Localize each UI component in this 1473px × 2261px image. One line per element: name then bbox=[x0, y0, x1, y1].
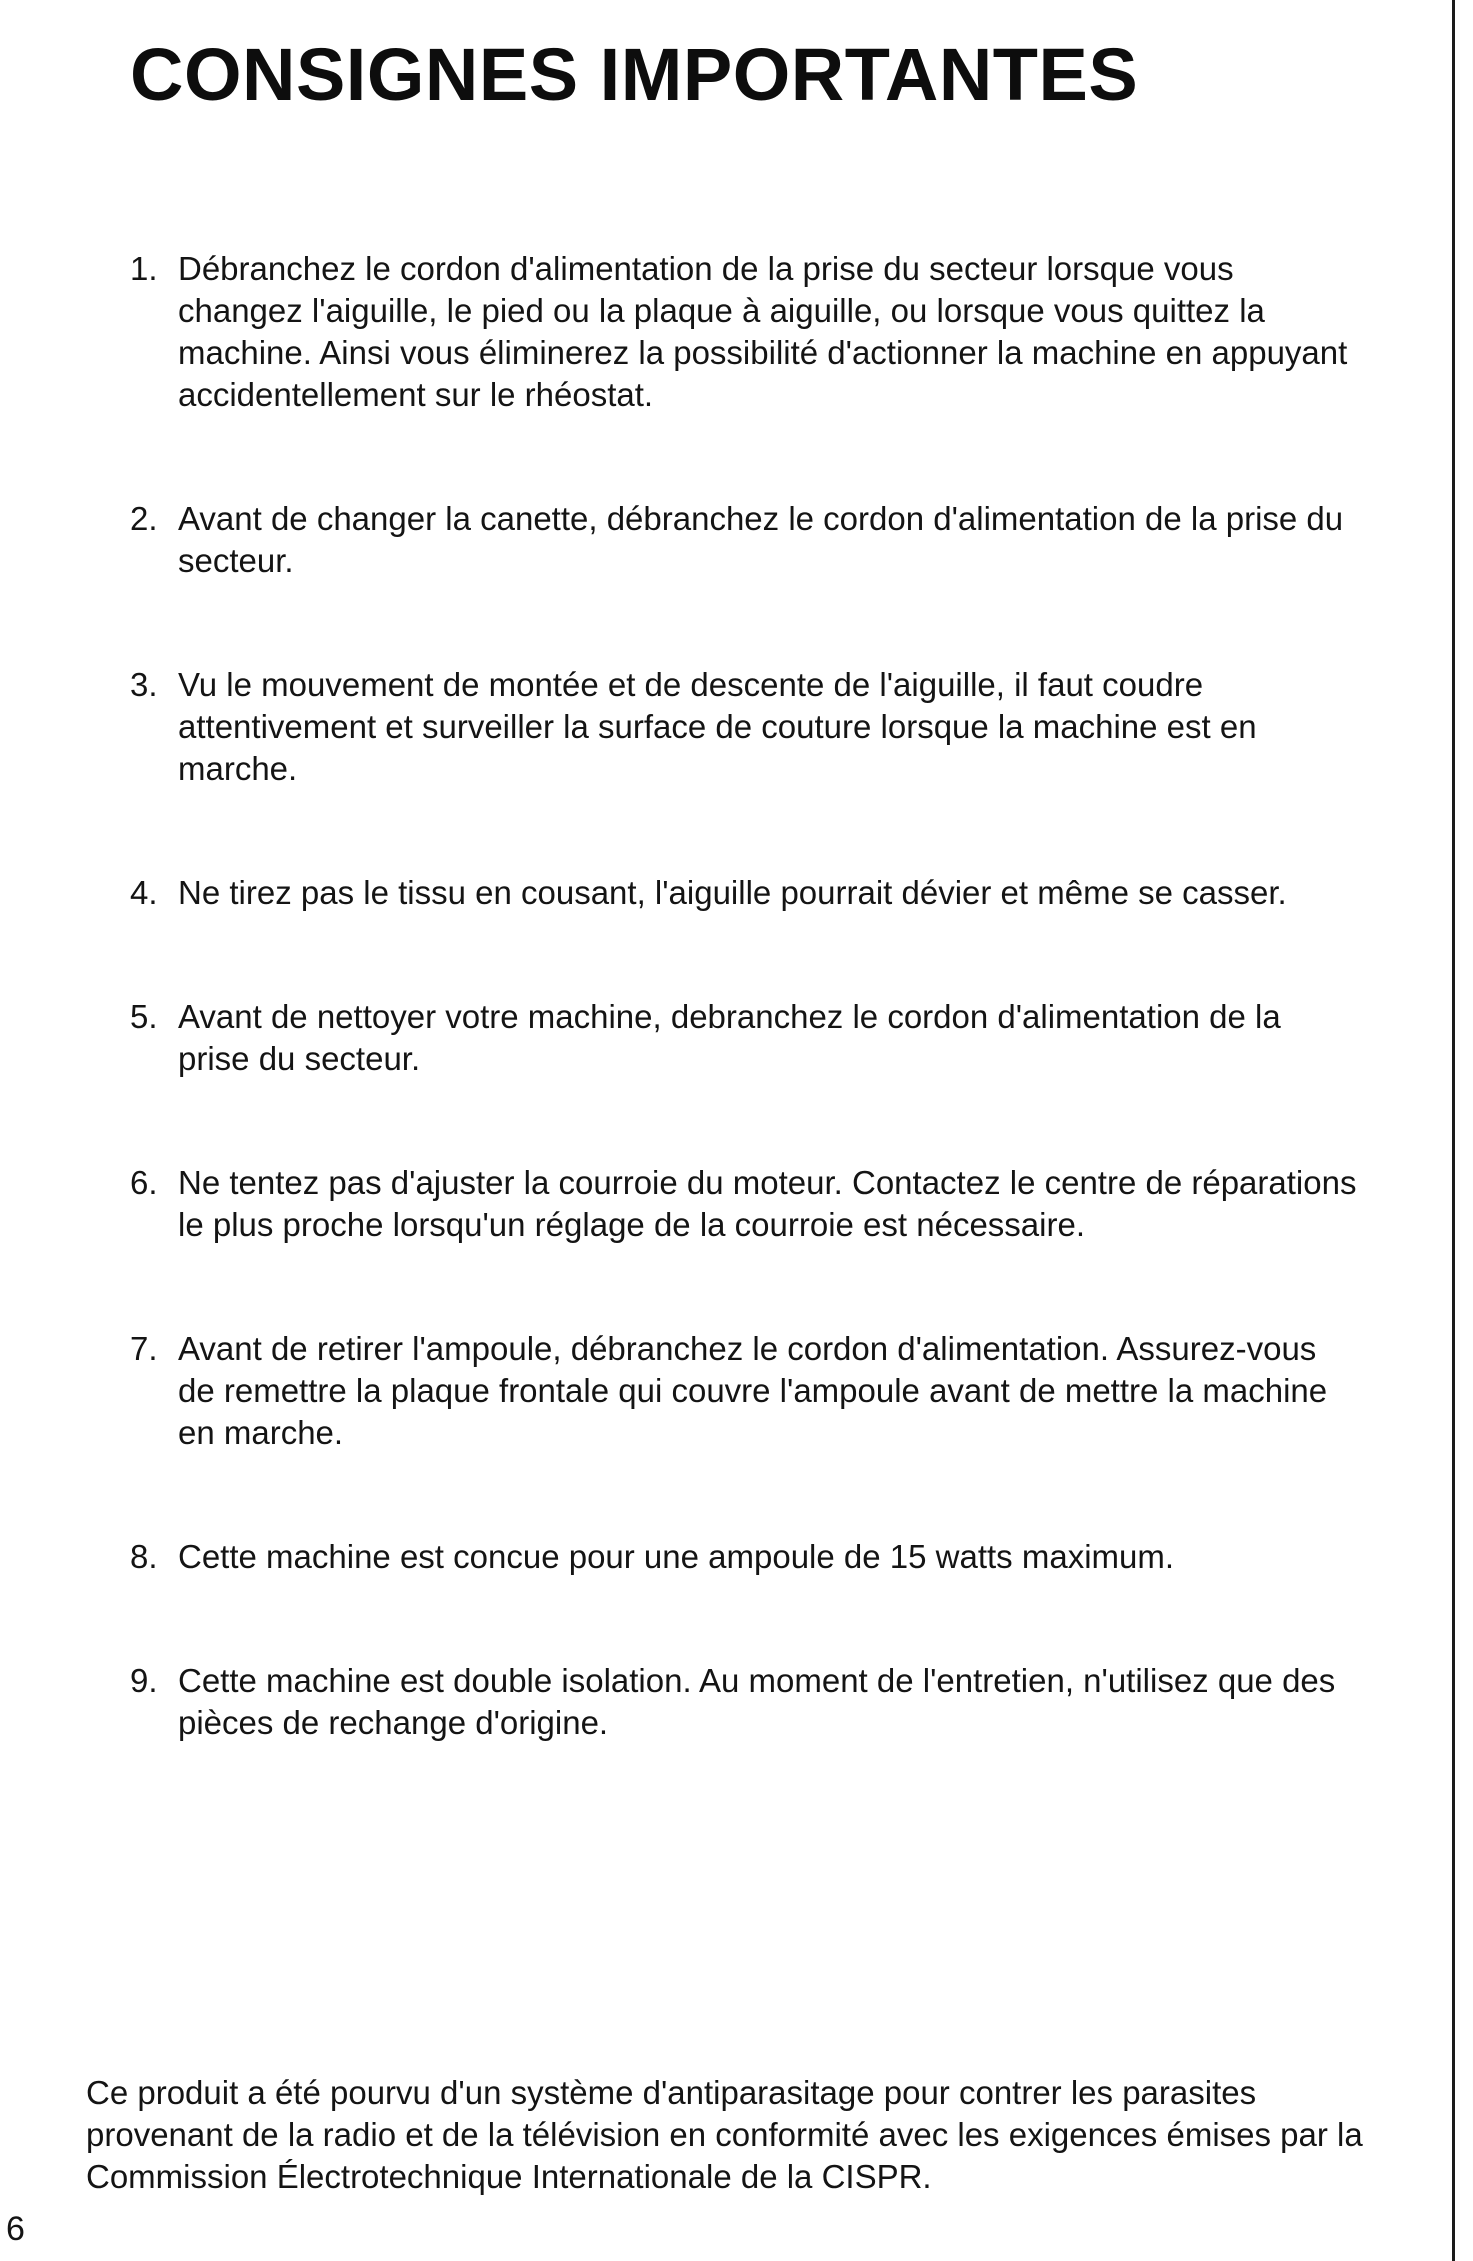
interference-notice: Ce produit a été pourvu d'un système d'antiparasitage pour contrer les parasites provenant de la radio et de la télévision en conformité avec les exigences émises par la Commission Électrotechnique Internationale de la CISPR. bbox=[86, 2074, 1363, 2195]
instruction-number: 2. bbox=[130, 500, 158, 537]
instruction-item-3 bbox=[130, 664, 1360, 790]
instruction-item-9 bbox=[130, 1660, 1360, 1744]
instruction-number: 6. bbox=[130, 1164, 158, 1201]
instruction-item-1 bbox=[130, 248, 1360, 416]
safety-instructions-list bbox=[130, 248, 1360, 1744]
page-edge-line bbox=[1452, 0, 1455, 2261]
instruction-number: 5. bbox=[130, 998, 158, 1035]
instruction-number: 9. bbox=[130, 1662, 158, 1699]
instruction-text: Cette machine est concue pour une ampoule de 15 watts maximum. bbox=[178, 1538, 1175, 1575]
instruction-text: Ne tentez pas d'ajuster la courroie du moteur. Contactez le centre de réparations le plus proche lorsqu'un réglage de la courroie est nécessaire. bbox=[178, 1164, 1357, 1243]
page-title: CONSIGNES IMPORTANTES bbox=[130, 33, 1139, 116]
instruction-item-6 bbox=[130, 1162, 1360, 1246]
instruction-number: 8. bbox=[130, 1538, 158, 1575]
instruction-item-8 bbox=[130, 1536, 1360, 1578]
instruction-text: Ne tirez pas le tissu en cousant, l'aiguille pourrait dévier et même se casser. bbox=[178, 874, 1287, 911]
instruction-item-7 bbox=[130, 1328, 1360, 1454]
instruction-text: Avant de retirer l'ampoule, débranchez le cordon d'alimentation. Assurez-vous de remettre la plaque frontale qui couvre l'ampoule avant de mettre la machine en marche. bbox=[178, 1330, 1328, 1451]
instruction-text: Avant de changer la canette, débranchez le cordon d'alimentation de la prise du secteur. bbox=[178, 500, 1344, 579]
instruction-item-4 bbox=[130, 872, 1360, 914]
instruction-text: Vu le mouvement de montée et de descente de l'aiguille, il faut coudre attentivement et surveiller la surface de couture lorsque la machine est en marche. bbox=[178, 666, 1257, 787]
instruction-text: Avant de nettoyer votre machine, debranchez le cordon d'alimentation de la prise du secteur. bbox=[178, 998, 1281, 1077]
instruction-number: 3. bbox=[130, 666, 158, 703]
instruction-item-2 bbox=[130, 498, 1360, 582]
instruction-item-5 bbox=[130, 996, 1360, 1080]
page-number: 6 bbox=[6, 2210, 25, 2248]
instruction-text: Débranchez le cordon d'alimentation de la prise du secteur lorsque vous changez l'aiguille, le pied ou la plaque à aiguille, ou lorsque vous quittez la machine. Ainsi vous éliminerez la possibilité d'actionner la machine en appuyant accidentellement sur le rhéostat. bbox=[178, 250, 1348, 413]
instruction-number: 1. bbox=[130, 250, 158, 287]
instruction-text: Cette machine est double isolation. Au moment de l'entretien, n'utilisez que des pièces de rechange d'origine. bbox=[178, 1662, 1336, 1741]
instruction-number: 7. bbox=[130, 1330, 158, 1367]
instruction-number: 4. bbox=[130, 874, 158, 911]
